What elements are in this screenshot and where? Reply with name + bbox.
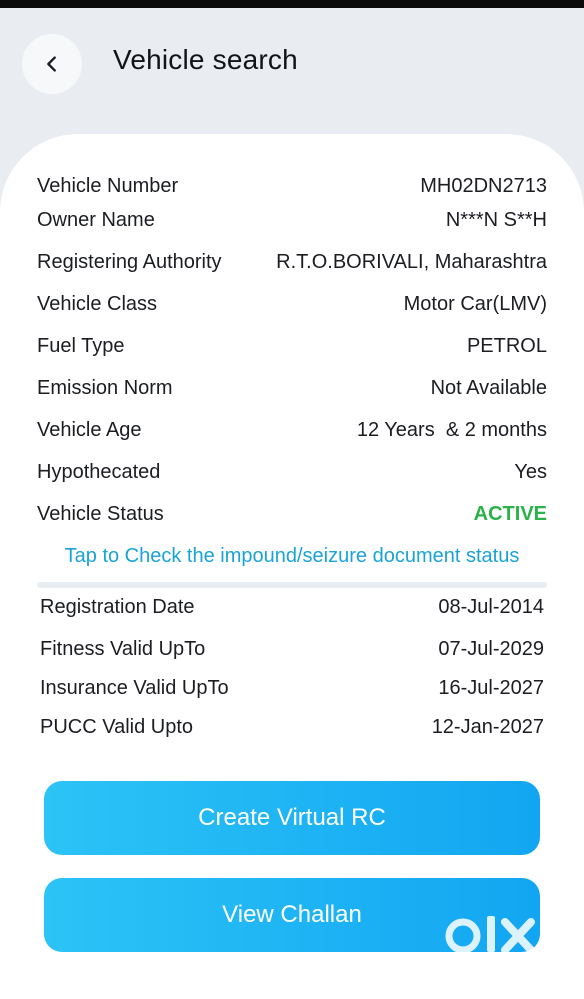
header	[0, 8, 584, 134]
detail-label: Fuel Type	[37, 334, 125, 357]
status-bar	[0, 0, 584, 8]
detail-label: Registering Authority	[37, 250, 222, 273]
divider	[37, 582, 547, 588]
detail-row-hypothecated	[37, 457, 547, 487]
detail-label: Hypothecated	[37, 460, 161, 483]
validity-row-registration-date	[40, 592, 544, 622]
validity-label: Fitness Valid UpTo	[40, 637, 206, 660]
detail-value: N***N S**H	[445, 208, 547, 231]
detail-value: R.T.O.BORIVALI, Maharashtra	[276, 250, 547, 273]
olx-watermark-logo	[445, 912, 547, 962]
detail-row-fuel-type	[37, 331, 547, 361]
detail-row-emission-norm	[37, 373, 547, 403]
validity-value: 12-Jan-2027	[431, 715, 544, 738]
detail-row-vehicle-age	[37, 415, 547, 445]
validity-value: 08-Jul-2014	[438, 595, 544, 618]
validity-label: Registration Date	[40, 595, 195, 618]
page-title: Vehicle search	[113, 44, 298, 75]
validity-label: PUCC Valid Upto	[40, 715, 194, 738]
detail-value: PETROL	[466, 334, 547, 357]
validity-value: 07-Jul-2029	[438, 637, 544, 660]
detail-label: Emission Norm	[37, 376, 173, 399]
create-virtual-rc-button[interactable]: Create Virtual RC	[44, 781, 540, 855]
detail-label: Vehicle Status	[37, 502, 164, 525]
detail-row-owner-name	[37, 205, 547, 235]
chevron-left-icon	[41, 53, 63, 75]
view-challan-button[interactable]: View Challan	[44, 878, 540, 952]
detail-value: MH02DN2713	[420, 174, 547, 197]
detail-row-vehicle-status	[37, 499, 547, 529]
detail-label: Vehicle Number	[37, 174, 179, 197]
detail-row-vehicle-number	[37, 171, 547, 201]
detail-label: Vehicle Class	[37, 292, 158, 315]
detail-row-registering-authority	[37, 247, 547, 277]
impound-status-link[interactable]: Tap to Check the impound/seizure document status	[64, 545, 520, 567]
detail-value: 12 Years & 2 months	[356, 418, 547, 441]
back-button[interactable]	[22, 34, 82, 94]
detail-label: Owner Name	[37, 208, 155, 231]
status-badge: ACTIVE	[473, 502, 547, 525]
detail-value: Yes	[514, 460, 547, 483]
detail-label: Vehicle Age	[37, 418, 142, 441]
detail-value: Not Available	[430, 376, 547, 399]
detail-value: Motor Car(LMV)	[403, 292, 547, 315]
validity-row-fitness	[40, 634, 544, 664]
detail-row-vehicle-class	[37, 289, 547, 319]
validity-label: Insurance Valid UpTo	[40, 676, 229, 699]
validity-row-insurance	[40, 673, 544, 703]
validity-row-pucc	[40, 712, 544, 742]
validity-value: 16-Jul-2027	[438, 676, 544, 699]
